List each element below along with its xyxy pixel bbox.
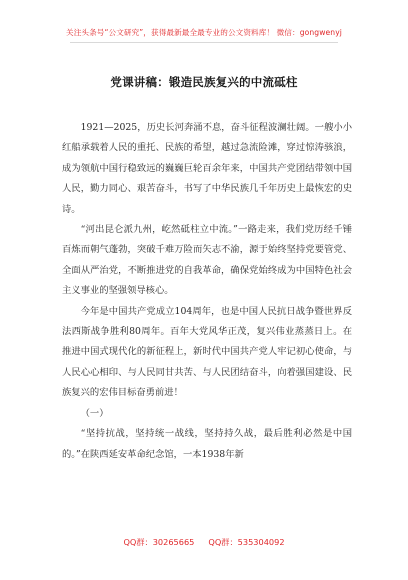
footer-contacts: [0, 537, 408, 548]
section-heading-1: （一）: [80, 407, 109, 419]
header-divider: [70, 42, 338, 43]
document-body: [62, 118, 352, 465]
qq-group-1[interactable]: QQ群：30265665: [123, 537, 195, 547]
paragraph-1: 1921—2025，历史长河奔涌不息，奋斗征程波澜壮阔。一艘小小红船承载着人民的重托、民族的希望，越过急流险滩，穿过惊涛骇浪，成为领航中国行稳致远的巍巍巨轮百余年来，中国共产党团结带领中国人民，勤力同心、艰苦奋斗，书写了中华民族几千年历史上最恢宏的史诗。: [62, 122, 352, 215]
promo-banner[interactable]: 关注头条号“公文研究”，获得最新最全最专业的公文资料库！ 微信：gongwenyj: [66, 28, 342, 37]
paragraph-2: “河出昆仑派九州，屹然砥柱立中流。”一路走来，我们党历经千锤百炼而朝气蓬勃，突破千难万险而矢志不渝，源于始终坚持党要管党、全面从严治党，不断推进党的自我革命，确保党始终成为中国特色社会主义事业的坚强领导核心。: [62, 224, 352, 297]
document-title: 党课讲稿：锻造民族复兴的中流砥柱: [110, 75, 298, 89]
qq-group-2[interactable]: QQ群：535304092: [208, 537, 285, 547]
paragraph-3: 今年是中国共产党成立104周年，也是中国人民抗日战争暨世界反法西斯战争胜利80周年。百年大党风华正茂，复兴伟业蒸蒸日上。在推进中国式现代化的新征程上，新时代中国共产党人牢记初心使命，与人民心心相印、与人民同甘共苦、与人民团结奋斗，向着强国建设、民族复兴的宏伟目标奋勇前进！: [62, 305, 352, 399]
paragraph-4: “坚持抗战，坚持统一战线，坚持持久战，最后胜利必然是中国的。”在陕西延安革命纪念馆，一本1938年新: [62, 428, 352, 460]
